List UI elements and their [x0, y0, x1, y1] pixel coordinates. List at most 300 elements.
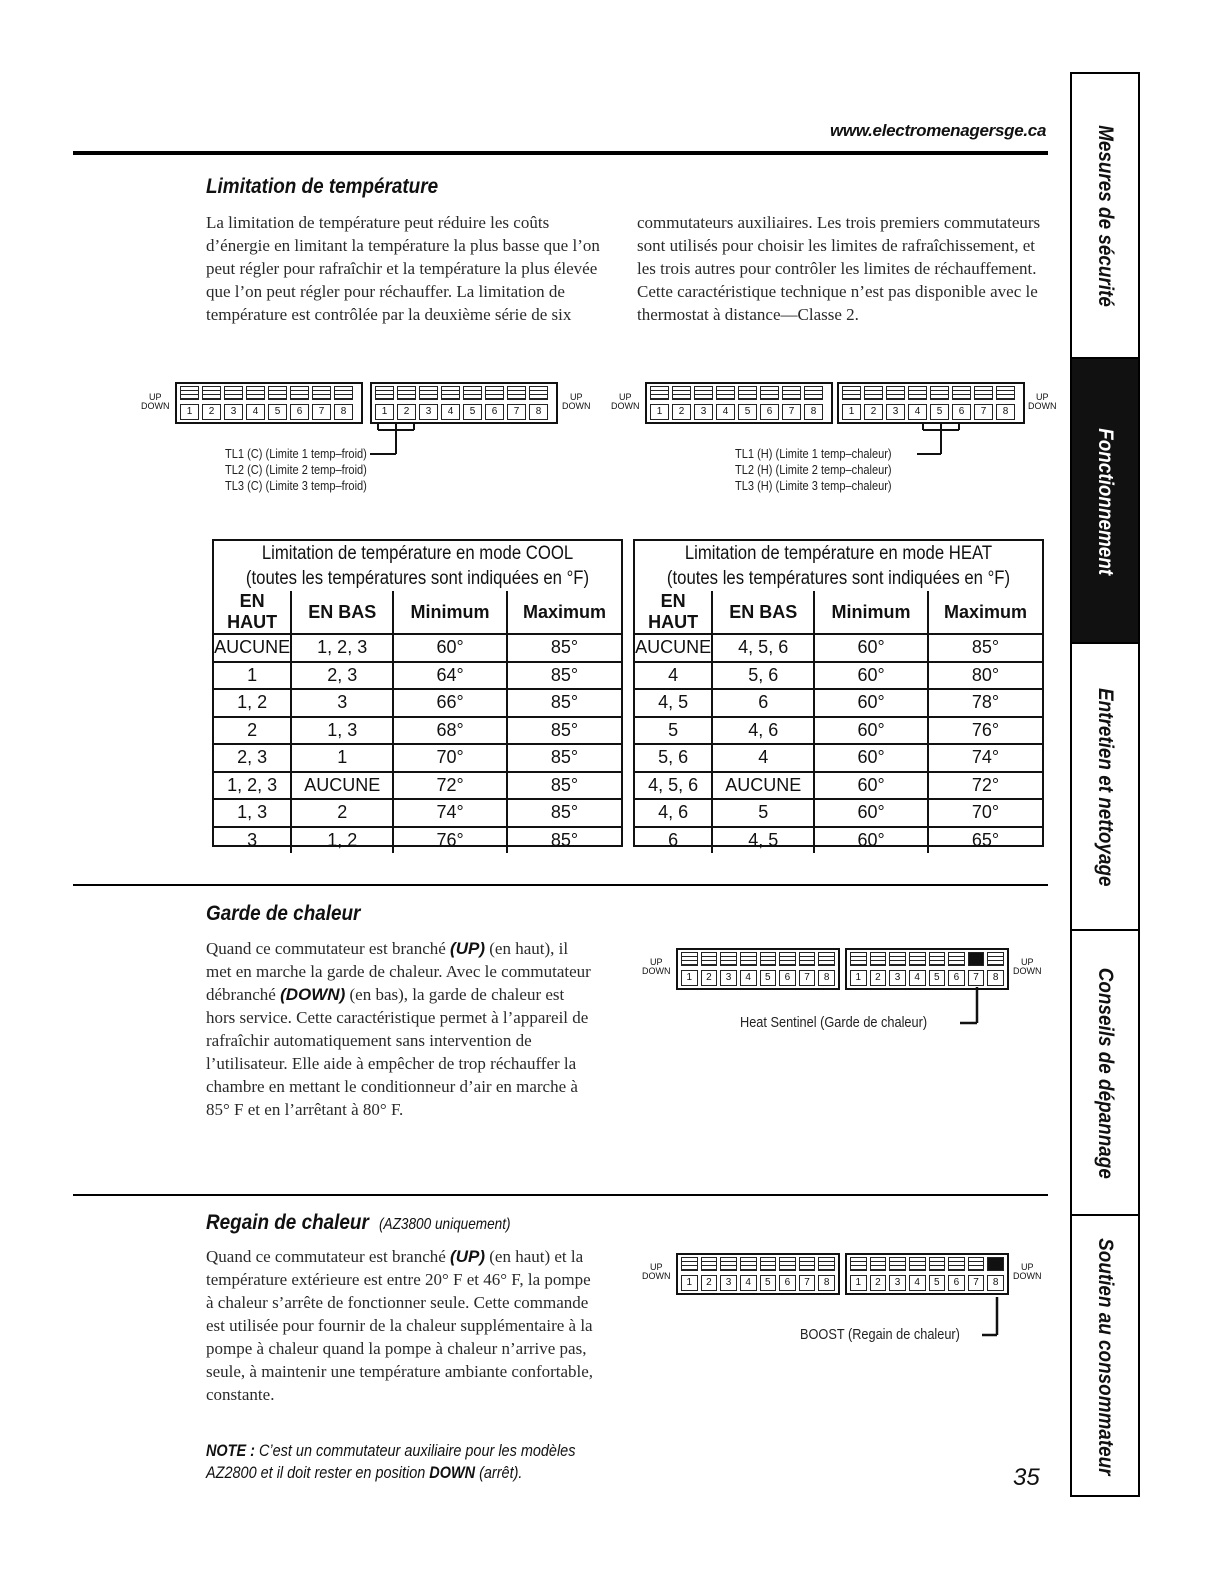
tab-entretien-et-nettoyage[interactable]: Entretien et nettoyage — [1072, 642, 1138, 931]
dip-switch-lever — [507, 386, 526, 400]
heat-table-cell: 74° — [928, 744, 1042, 772]
heat-table-cell: AUCUNE — [712, 772, 814, 800]
dip-switch-lever — [463, 386, 482, 400]
dip-switch-number: 8 — [804, 404, 823, 420]
cool-table-header: EN HAUT — [214, 591, 291, 634]
dip-switch-number: 8 — [818, 1275, 835, 1291]
dip-switch-1[interactable] — [681, 1257, 698, 1291]
tab-mesures-de-securite[interactable]: Mesures de sécurité — [1094, 124, 1117, 307]
up-text: UP — [649, 957, 663, 967]
dip-switch-number: 6 — [948, 1275, 965, 1291]
cool-table-cell: 3 — [247, 829, 258, 850]
dip-switch-number: 4 — [441, 404, 460, 420]
dip-switch-number: 5 — [930, 404, 949, 420]
dip-switch-lever — [419, 386, 438, 400]
dip-switch-2[interactable] — [701, 1257, 718, 1291]
cool-label-tl2: TL2 (C) (Limite 2 temp–froid) — [225, 462, 367, 477]
dip-switch-lever — [202, 386, 221, 400]
dip-switch-number: 2 — [701, 1275, 718, 1291]
cool-table-cell: 85° — [507, 662, 621, 690]
dip-switch-lever — [334, 386, 353, 400]
cool-table-cell: 2, 3 — [214, 744, 291, 772]
dip-switch-lever — [974, 386, 993, 400]
dip-switch-lever — [290, 386, 309, 400]
heat-table-cell: 80° — [928, 662, 1042, 690]
dip-switch-7[interactable] — [507, 386, 526, 420]
switch-bank-sentinel-1 — [676, 948, 840, 990]
heat-table-cell: 4, 5, 6 — [712, 634, 814, 662]
cool-table-cell: 1, 3 — [214, 799, 291, 827]
cool-table-cell: 1, 3 — [291, 717, 393, 745]
dip-switch-number: 3 — [720, 1275, 737, 1291]
note-down: DOWN — [429, 1463, 476, 1482]
dip-switch-6[interactable] — [290, 386, 309, 420]
dip-switch-lever — [180, 386, 199, 400]
dip-switch-number: 5 — [463, 404, 482, 420]
dip-switch-number: 8 — [529, 404, 548, 420]
dip-switch-5[interactable] — [738, 386, 757, 420]
updown-label-3 — [611, 393, 640, 411]
dip-switch-lever — [908, 386, 927, 400]
cool-table-cell: 85° — [507, 689, 621, 717]
up-text: UP — [569, 392, 583, 402]
cool-table-cell: 60° — [393, 634, 507, 662]
dip-switch-lever — [818, 1257, 835, 1271]
dip-switch-8[interactable] — [804, 386, 823, 420]
dip-switch-lever — [740, 1257, 757, 1271]
dip-switch-7[interactable] — [312, 386, 331, 420]
switch-bank-sentinel-2 — [845, 948, 1009, 990]
dip-switch-lever — [224, 386, 243, 400]
dip-switch-number: 4 — [246, 404, 265, 420]
dip-switch-lever — [694, 386, 713, 400]
heat-table-cell: 6 — [712, 689, 814, 717]
updown-label-1 — [141, 393, 170, 411]
dip-switch-6[interactable] — [948, 952, 965, 986]
heat-table-cell: 4 — [712, 744, 814, 772]
dip-switch-lever — [996, 386, 1015, 400]
dip-switch-lever — [397, 386, 416, 400]
heat-table-cell: 60° — [814, 827, 928, 854]
dip-switch-number: 7 — [968, 970, 985, 986]
dip-switch-number: 3 — [694, 404, 713, 420]
dip-switch-number: 6 — [952, 404, 971, 420]
down-word: (DOWN) — [280, 985, 346, 1004]
dip-switch-6[interactable] — [485, 386, 504, 420]
cool-table-cell: 3 — [291, 689, 393, 717]
heat-table-cell: AUCUNE — [635, 634, 712, 662]
dip-switch-number: 7 — [507, 404, 526, 420]
dip-switch-lever — [886, 386, 905, 400]
heat-table-cell: 78° — [928, 689, 1042, 717]
cool-label-tl3: TL3 (C) (Limite 3 temp–froid) — [225, 478, 367, 493]
cool-table-cell: 64° — [393, 662, 507, 690]
dip-switch-lever — [760, 386, 779, 400]
dip-switch-number: 8 — [818, 970, 835, 986]
dip-switch-2[interactable] — [672, 386, 691, 420]
dip-switch-number: 5 — [268, 404, 287, 420]
cool-table-cell: 85° — [507, 799, 621, 827]
heat-table-cell: 4, 6 — [712, 717, 814, 745]
dip-switch-1[interactable] — [850, 952, 867, 986]
heat-table-cell: 65° — [928, 827, 1042, 854]
divider-1 — [73, 884, 1048, 886]
dip-switch-4[interactable] — [441, 386, 460, 420]
dip-switch-1[interactable] — [842, 386, 861, 420]
regain-text: Quand ce commutateur est branché (UP) (en haut) et la température extérieure est entre 20° F et 46° F, la pompe à chaleur s’arrête de fonctionner seule. Cette commande est utilisée pour fournir de la chaleur supplémentaire à la pompe à chaleur quand la pompe à chaleur n’arrive pas, seule, à maintenir une température ambiante confortable, constante. — [206, 1247, 594, 1404]
dip-switch-4[interactable] — [909, 952, 926, 986]
heat-table-cell: 85° — [928, 634, 1042, 662]
heat-table-cell: 5, 6 — [712, 662, 814, 690]
dip-switch-lever — [864, 386, 883, 400]
dip-switch-number: 6 — [760, 404, 779, 420]
dip-switch-lever — [720, 952, 737, 966]
dip-switch-7[interactable] — [799, 952, 816, 986]
tab-conseils-de-depannage[interactable]: Conseils de dépannage — [1072, 929, 1138, 1216]
dip-switch-lever — [672, 386, 691, 400]
dip-switch-lever — [779, 1257, 796, 1271]
dip-switch-number: 3 — [720, 970, 737, 986]
dip-switch-8[interactable] — [818, 952, 835, 986]
dip-switch-lever — [952, 386, 971, 400]
heat-table-grid — [635, 591, 1042, 853]
section-title-regain-suffix: (AZ3800 uniquement) — [378, 1216, 511, 1233]
dip-switch-3[interactable] — [720, 1257, 737, 1291]
dip-switch-lever — [930, 386, 949, 400]
dip-switch-lever — [948, 1257, 965, 1271]
dip-switch-lever — [650, 386, 669, 400]
section-title-regain-wrap — [206, 1211, 534, 1236]
dip-switch-5[interactable] — [929, 1257, 946, 1291]
down-text: DOWN — [141, 401, 170, 411]
heat-table-header: EN BAS — [712, 591, 814, 634]
cool-table-cell: 2 — [214, 717, 291, 745]
dip-switch-4[interactable] — [740, 1257, 757, 1291]
cool-table-cell: 2, 3 — [291, 662, 393, 690]
updown-label-6 — [1013, 958, 1042, 976]
up-text: UP — [1035, 392, 1049, 402]
heat-table-cell: 4, 5 — [712, 827, 814, 854]
cool-table-cell: 2 — [291, 799, 393, 827]
heat-limit-table — [633, 539, 1044, 850]
dip-switch-8[interactable] — [987, 1257, 1004, 1291]
dip-switch-number: 7 — [968, 1275, 985, 1291]
dip-switch-2[interactable] — [701, 952, 718, 986]
cool-table-row — [214, 744, 621, 772]
dip-switch-4[interactable] — [740, 952, 757, 986]
dip-switch-7[interactable] — [968, 952, 985, 986]
dip-switch-lever — [268, 386, 287, 400]
dip-switch-4[interactable] — [716, 386, 735, 420]
dip-switch-number: 5 — [929, 1275, 946, 1291]
dip-switch-lever — [889, 1257, 906, 1271]
heat-table-row — [635, 689, 1042, 717]
dip-switch-6[interactable] — [779, 952, 796, 986]
heat-sentinel-label: Heat Sentinel (Garde de chaleur) — [740, 1014, 928, 1031]
dip-switch-6[interactable] — [760, 386, 779, 420]
dip-switch-number: 3 — [224, 404, 243, 420]
dip-switch-7[interactable] — [782, 386, 801, 420]
dip-switch-3[interactable] — [720, 952, 737, 986]
heat-table-cell: 60° — [814, 799, 928, 827]
cool-limit-labels — [225, 446, 392, 494]
dip-switch-5[interactable] — [930, 386, 949, 420]
dip-switch-lever — [246, 386, 265, 400]
heat-table-cell: 5, 6 — [635, 744, 712, 772]
cool-table-cell: 74° — [393, 799, 507, 827]
dip-switch-number: 2 — [864, 404, 883, 420]
dip-switch-lever — [720, 1257, 737, 1271]
cool-table-cell: 66° — [393, 689, 507, 717]
dip-switch-lever — [760, 952, 777, 966]
cool-table-cell: 85° — [507, 772, 621, 800]
dip-switch-number: 1 — [375, 404, 394, 420]
dip-switch-number: 3 — [419, 404, 438, 420]
down-text: DOWN — [611, 401, 640, 411]
heat-label-tl3: TL3 (H) (Limite 3 temp–chaleur) — [735, 478, 892, 493]
dip-switch-number: 2 — [870, 1275, 887, 1291]
section-tabs — [1070, 72, 1140, 1497]
cool-table-cell: AUCUNE — [214, 634, 291, 662]
limitation-text-col2: commutateurs auxiliaires. Les trois premiers commutateurs sont utilisés pour choisir les limites de rafraîchissement, et les trois autres pour contrôler les limites de réchauffement. Cette caractéristique technique n’est pas disponible avec le thermostat à distance—Classe 2. — [637, 213, 1041, 324]
dip-switch-5[interactable] — [463, 386, 482, 420]
cool-table-grid — [214, 591, 621, 853]
dip-switch-number: 1 — [850, 970, 867, 986]
dip-switch-6[interactable] — [948, 1257, 965, 1291]
dip-switch-lever — [842, 386, 861, 400]
down-text: DOWN — [1028, 401, 1057, 411]
dip-switch-1[interactable] — [375, 386, 394, 420]
dip-switch-number: 8 — [987, 970, 1004, 986]
dip-switch-4[interactable] — [246, 386, 265, 420]
dip-switch-number: 6 — [948, 970, 965, 986]
switch-bank-heat-1 — [645, 382, 833, 424]
cool-table-cell: AUCUNE — [291, 772, 393, 800]
heat-table-cell: 60° — [814, 717, 928, 745]
tab-soutien-au-consommateur[interactable]: Soutien au consommateur — [1072, 1214, 1138, 1497]
dip-switch-5[interactable] — [268, 386, 287, 420]
dip-switch-2[interactable] — [202, 386, 221, 420]
dip-switch-2[interactable] — [870, 1257, 887, 1291]
cool-label-tl1: TL1 (C) (Limite 1 temp–froid) — [225, 446, 367, 461]
dip-switch-number: 4 — [909, 1275, 926, 1291]
dip-switch-4[interactable] — [908, 386, 927, 420]
dip-switch-lever — [909, 952, 926, 966]
dip-switch-4[interactable] — [909, 1257, 926, 1291]
dip-switch-7[interactable] — [799, 1257, 816, 1291]
dip-switch-lever — [738, 386, 757, 400]
dip-switch-7[interactable] — [974, 386, 993, 420]
heat-table-cell: 4, 5 — [635, 689, 712, 717]
dip-switch-lever — [799, 952, 816, 966]
header-rule — [73, 151, 1048, 155]
dip-switch-1[interactable] — [850, 1257, 867, 1291]
heat-table-header: EN HAUT — [635, 591, 712, 634]
heat-switch-connector — [915, 420, 975, 460]
heat-table-cell: 4, 6 — [635, 799, 712, 827]
cool-table-caption-1: Limitation de température en mode COOL — [261, 543, 574, 564]
dip-switch-8[interactable] — [987, 952, 1004, 986]
heat-label-tl2: TL2 (H) (Limite 2 temp–chaleur) — [735, 462, 892, 477]
dip-switch-lever — [968, 1257, 985, 1271]
dip-switch-7[interactable] — [968, 1257, 985, 1291]
cool-table-cell: 1 — [291, 744, 393, 772]
heat-table-cell: 60° — [814, 634, 928, 662]
dip-switch-lever — [799, 1257, 816, 1271]
dip-switch-8[interactable] — [996, 386, 1015, 420]
dip-switch-number: 8 — [996, 404, 1015, 420]
dip-switch-lever — [681, 1257, 698, 1271]
dip-switch-number: 3 — [889, 970, 906, 986]
dip-switch-lever — [818, 952, 835, 966]
garde-text: Quand ce commutateur est branché (UP) (en haut), il met en marche la garde de chaleur. Avec le commutateur débranché (DOWN) (en bas), la garde de chaleur est hors service. Cette caractéristique permet à l’appareil de rafraîchir automatiquement sans intervention de l’utilisateur. Elle aide à empêcher de trop réchauffer la chambre en mettant le conditionneur d’air en marche à 85° F et en l’arrêtant à 80° F. — [206, 939, 591, 1119]
dip-switch-6[interactable] — [952, 386, 971, 420]
cool-table-cell: 72° — [393, 772, 507, 800]
dip-switch-number: 7 — [974, 404, 993, 420]
note-label: NOTE : — [206, 1441, 255, 1460]
dip-switch-5[interactable] — [760, 1257, 777, 1291]
dip-switch-number: 1 — [850, 1275, 867, 1291]
heat-table-header: Maximum — [928, 591, 1042, 634]
cool-table-cell: 85° — [507, 744, 621, 772]
dip-switch-number: 7 — [799, 970, 816, 986]
down-text: DOWN — [562, 401, 591, 411]
dip-switch-number: 3 — [889, 1275, 906, 1291]
dip-switch-number: 5 — [929, 970, 946, 986]
boost-connector — [960, 1295, 1000, 1339]
dip-switch-lever — [701, 1257, 718, 1271]
dip-switch-number: 8 — [334, 404, 353, 420]
divider-2 — [73, 1194, 1048, 1196]
dip-switch-lever — [740, 952, 757, 966]
dip-switch-5[interactable] — [760, 952, 777, 986]
cool-table-row — [214, 689, 621, 717]
dip-switch-2[interactable] — [870, 952, 887, 986]
switch-bank-boost-1 — [676, 1253, 840, 1295]
dip-switch-number: 2 — [672, 404, 691, 420]
heat-label-tl1: TL1 (H) (Limite 1 temp–chaleur) — [735, 446, 892, 461]
cool-table-row — [214, 634, 621, 662]
dip-switch-lever — [870, 952, 887, 966]
dip-switch-1[interactable] — [650, 386, 669, 420]
dip-switch-number: 2 — [701, 970, 718, 986]
cool-table-cell: 68° — [393, 717, 507, 745]
down-text: DOWN — [642, 966, 671, 976]
dip-switch-3[interactable] — [886, 386, 905, 420]
tab-fonctionnement[interactable]: Fonctionnement — [1072, 357, 1138, 644]
dip-switch-number: 5 — [760, 1275, 777, 1291]
heat-table-row — [635, 717, 1042, 745]
cool-table-cell: 85° — [507, 717, 621, 745]
heat-table-cell: 60° — [814, 662, 928, 690]
dip-switch-number: 7 — [312, 404, 331, 420]
dip-switch-2[interactable] — [864, 386, 883, 420]
dip-switch-2[interactable] — [397, 386, 416, 420]
dip-switch-number: 1 — [681, 970, 698, 986]
down-text: DOWN — [1013, 1271, 1042, 1281]
dip-switch-8[interactable] — [818, 1257, 835, 1291]
dip-switch-number: 6 — [485, 404, 504, 420]
dip-switch-number: 8 — [987, 1275, 1004, 1291]
cool-table-cell: 1, 2, 3 — [291, 634, 393, 662]
heat-table-row — [635, 634, 1042, 662]
boost-label: BOOST (Regain de chaleur) — [800, 1326, 960, 1343]
switch-bank-heat-2 — [837, 382, 1025, 424]
heat-table-row — [635, 662, 1042, 690]
cool-table-cell: 76° — [393, 827, 507, 854]
dip-switch-number: 6 — [779, 1275, 796, 1291]
heat-table-cell: 5 — [635, 717, 712, 745]
updown-label-5 — [642, 958, 671, 976]
dip-switch-lever — [782, 386, 801, 400]
section-title-garde: Garde de chaleur — [206, 902, 361, 925]
heat-table-cell: 5 — [712, 799, 814, 827]
cool-table-row — [214, 799, 621, 827]
dip-switch-lever — [929, 952, 946, 966]
dip-switch-number: 6 — [290, 404, 309, 420]
dip-switch-lever — [889, 952, 906, 966]
dip-switch-lever — [681, 952, 698, 966]
dip-switch-number: 3 — [886, 404, 905, 420]
section-title-limitation: Limitation de température — [206, 175, 439, 198]
heat-table-cell: 60° — [814, 689, 928, 717]
dip-switch-1[interactable] — [681, 952, 698, 986]
dip-switch-3[interactable] — [889, 1257, 906, 1291]
updown-label-7 — [642, 1263, 671, 1281]
switch-bank-cool-1 — [175, 382, 363, 424]
dip-switch-lever — [987, 952, 1004, 966]
dip-switch-number: 4 — [740, 1275, 757, 1291]
dip-switch-3[interactable] — [224, 386, 243, 420]
dip-switch-8[interactable] — [529, 386, 548, 420]
up-text: UP — [649, 1262, 663, 1272]
dip-switch-lever — [760, 1257, 777, 1271]
dip-switch-1[interactable] — [180, 386, 199, 420]
heat-table-cell: 72° — [928, 772, 1042, 800]
dip-switch-lever — [987, 1257, 1004, 1271]
cool-table-header: Minimum — [393, 591, 507, 634]
dip-switch-3[interactable] — [419, 386, 438, 420]
switch-bank-boost-2 — [845, 1253, 1009, 1295]
heat-table-caption-1: Limitation de température en mode HEAT — [684, 543, 993, 564]
cool-table-cell: 70° — [393, 744, 507, 772]
cool-table-cell: 1, 2 — [214, 689, 291, 717]
dip-switch-3[interactable] — [694, 386, 713, 420]
dip-switch-lever — [850, 952, 867, 966]
dip-switch-lever — [870, 1257, 887, 1271]
dip-switch-number: 1 — [842, 404, 861, 420]
dip-switch-3[interactable] — [889, 952, 906, 986]
dip-switch-lever — [312, 386, 331, 400]
dip-switch-lever — [850, 1257, 867, 1271]
dip-switch-6[interactable] — [779, 1257, 796, 1291]
heat-table-caption-2: (toutes les températures sont indiquées en °F) — [666, 568, 1011, 589]
dip-switch-lever — [375, 386, 394, 400]
dip-switch-number: 4 — [740, 970, 757, 986]
cool-table-row — [214, 717, 621, 745]
dip-switch-5[interactable] — [929, 952, 946, 986]
heat-sentinel-connector — [950, 985, 990, 1029]
heat-table-cell: 70° — [928, 799, 1042, 827]
site-url[interactable]: www.electromenagersge.ca — [830, 121, 1047, 140]
heat-table-row — [635, 744, 1042, 772]
dip-switch-8[interactable] — [334, 386, 353, 420]
dip-switch-lever — [441, 386, 460, 400]
dip-switch-lever — [804, 386, 823, 400]
cool-table-cell: 1, 2 — [291, 827, 393, 854]
up-text: UP — [618, 392, 632, 402]
cool-limit-table — [212, 539, 623, 850]
